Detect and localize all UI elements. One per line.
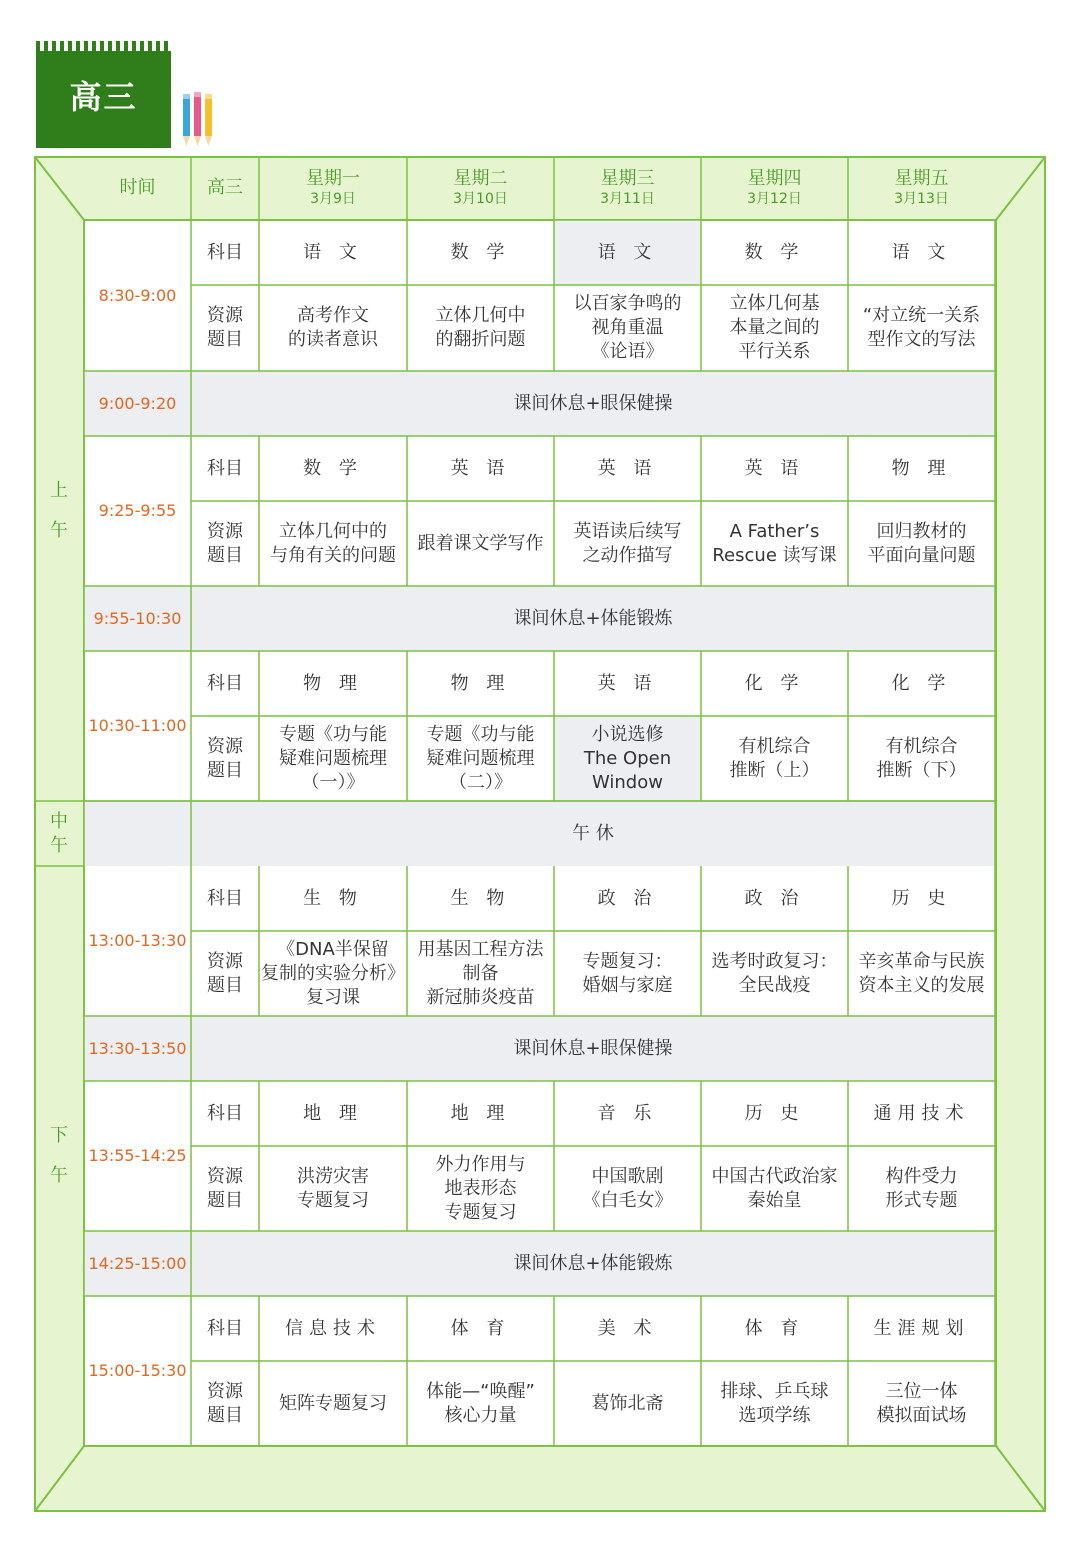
- subject-cell: 体 育: [450, 1317, 511, 1339]
- resource-cell: 回归教材的 平面向量问题: [867, 520, 976, 566]
- subject-cell: 生 物: [450, 887, 511, 909]
- resource-cell: 有机综合 推断（下）: [876, 735, 967, 781]
- row-label-resource: 资源 题目: [207, 305, 243, 350]
- resource-cell: 立体几何基 本量之间的 平行关系: [729, 293, 820, 362]
- row-label-subject: 科目: [207, 457, 243, 479]
- resource-cell: 体能—“唤醒” 核心力量: [426, 1380, 535, 1426]
- subject-cell: 英 语: [450, 457, 511, 479]
- resource-cell: 中国古代政治家 秦始皇: [711, 1165, 838, 1211]
- resource-cell: 有机综合 推断（上）: [729, 735, 820, 781]
- subject-cell: 物 理: [450, 672, 511, 694]
- resource-cell: 专题《功与能 疑难问题梳理 （一）》: [279, 723, 387, 793]
- resource-cell: 专题《功与能 疑难问题梳理 （二）》: [426, 723, 535, 793]
- row-label-resource: 资源 题目: [207, 735, 243, 781]
- resource-cell: 外力作用与 地表形态 专题复习: [435, 1153, 526, 1223]
- resource-cell: 立体几何中 的翻折问题: [435, 305, 526, 350]
- resource-cell: 用基因工程方法 制备 新冠肺炎疫苗: [417, 938, 544, 1008]
- resource-cell: 高考作文 的读者意识: [288, 305, 378, 350]
- time-slot: 8:30-9:00: [98, 285, 177, 305]
- resource-cell: 小说选修 The Open Window: [583, 723, 672, 793]
- subject-cell: 地 理: [450, 1102, 511, 1124]
- subject-cell: 数 学: [303, 457, 363, 479]
- resource-cell: 立体几何中的 与角有关的问题: [270, 520, 396, 566]
- resource-cell: 排球、乒乓球 选项学练: [720, 1380, 829, 1426]
- resource-cell: 矩阵专题复习: [279, 1392, 387, 1414]
- day-name: 星期一: [306, 168, 360, 189]
- break-activity: 课间休息+眼保健操: [513, 1037, 673, 1059]
- time-slot: 13:55-14:25: [88, 1146, 187, 1165]
- break-activity: 课间休息+体能锻炼: [513, 1252, 673, 1274]
- resource-cell: 葛饰北斋: [591, 1392, 664, 1414]
- row-label-resource: 资源 题目: [207, 520, 243, 566]
- subject-cell: 地 理: [303, 1102, 363, 1124]
- day-name: 星期五: [894, 168, 949, 189]
- subject-cell: 数 学: [450, 241, 511, 263]
- day-date: 3月11日: [600, 191, 655, 207]
- grade-tag-title: 高三: [69, 78, 138, 116]
- subject-cell: 化 学: [891, 672, 952, 694]
- day-date: 3月9日: [310, 191, 356, 207]
- subject-cell: 英 语: [597, 672, 658, 694]
- day-header: [259, 156, 407, 220]
- time-slot: 14:25-15:00: [88, 1253, 187, 1273]
- subject-cell: 语 文: [597, 241, 658, 263]
- day-header: [554, 156, 701, 220]
- row-label-subject: 科目: [207, 887, 243, 909]
- row-label-subject: 科目: [207, 672, 243, 694]
- day-header: [701, 156, 848, 220]
- row-label-resource: 资源 题目: [207, 950, 243, 996]
- period-morning: 上 午: [50, 479, 68, 541]
- subject-cell: 通用技术: [873, 1102, 970, 1124]
- header-time: 时间: [119, 177, 156, 198]
- time-slot: 9:00-9:20: [98, 393, 177, 413]
- time-slot: 13:30-13:50: [88, 1038, 187, 1058]
- day-date: 3月10日: [453, 191, 508, 207]
- day-header: [407, 156, 554, 220]
- row-label-subject: 科目: [207, 1317, 243, 1339]
- subject-cell: 英 语: [744, 457, 805, 479]
- subject-cell: 政 治: [744, 887, 805, 909]
- resource-cell: 跟着课文学写作: [417, 532, 544, 554]
- subject-cell: 历 史: [744, 1102, 805, 1124]
- day-name: 星期三: [600, 168, 655, 189]
- subject-cell: 政 治: [597, 887, 658, 909]
- row-label-resource: 资源 题目: [207, 1380, 243, 1426]
- subject-cell: 生涯规划: [873, 1317, 970, 1339]
- row-label-subject: 科目: [207, 1102, 243, 1124]
- subject-cell: 数 学: [744, 241, 805, 263]
- subject-cell: 物 理: [303, 672, 363, 694]
- row-label-subject: 科目: [207, 241, 243, 263]
- break-activity: 课间休息+体能锻炼: [513, 607, 673, 629]
- day-date: 3月13日: [894, 191, 949, 207]
- subject-cell: 历 史: [891, 887, 952, 909]
- period-afternoon: 下 午: [50, 1125, 68, 1186]
- row-label-resource: 资源 题目: [207, 1165, 243, 1211]
- time-slot: 10:30-11:00: [88, 716, 187, 735]
- subject-cell: 信息技术: [285, 1317, 381, 1339]
- subject-cell: 生 物: [303, 887, 363, 909]
- resource-cell: 专题复习： 婚姻与家庭: [582, 950, 673, 996]
- day-name: 星期四: [747, 168, 802, 189]
- subject-cell: 物 理: [891, 457, 952, 479]
- time-slot: 13:00-13:30: [88, 931, 187, 950]
- day-date: 3月12日: [747, 191, 802, 207]
- resource-cell: “对立统一关系 型作文的写法: [862, 305, 981, 350]
- time-slot: 9:25-9:55: [98, 501, 177, 520]
- day-name: 星期二: [453, 168, 508, 189]
- subject-cell: 语 文: [891, 241, 952, 263]
- time-slot: 9:55-10:30: [93, 608, 182, 628]
- subject-cell: 英 语: [597, 457, 658, 479]
- resource-cell: 构件受力 形式专题: [885, 1165, 958, 1211]
- resource-cell: 三位一体 模拟面试场: [876, 1380, 967, 1426]
- subject-cell: 音 乐: [597, 1102, 658, 1124]
- day-header: [848, 156, 995, 220]
- break-activity: 课间休息+眼保健操: [513, 392, 673, 414]
- subject-cell: 语 文: [303, 241, 363, 263]
- period-noon: 中 午: [50, 810, 68, 856]
- resource-cell: 辛亥革命与民族 资本主义的发展: [858, 950, 985, 996]
- subject-cell: 体 育: [744, 1317, 805, 1339]
- subject-cell: 化 学: [744, 672, 805, 694]
- resource-cell: 《DNA半保留 复制的实验分析》 复习课: [261, 938, 405, 1008]
- resource-cell: A Father’s Rescue 读写课: [712, 520, 837, 566]
- resource-cell: 以百家争鸣的 视角重温 《论语》: [573, 293, 682, 362]
- subject-cell: 美 术: [597, 1317, 658, 1339]
- header-grade: 高三: [207, 177, 243, 198]
- lunch-break: 午 休: [572, 822, 614, 844]
- time-slot: 15:00-15:30: [88, 1361, 187, 1380]
- resource-cell: 英语读后续写 之动作描写: [573, 520, 682, 566]
- resource-cell: 选考时政复习： 全民战疫: [711, 950, 838, 996]
- resource-cell: 洪涝灾害 专题复习: [297, 1165, 369, 1211]
- resource-cell: 中国歌剧 《白毛女》: [582, 1165, 673, 1211]
